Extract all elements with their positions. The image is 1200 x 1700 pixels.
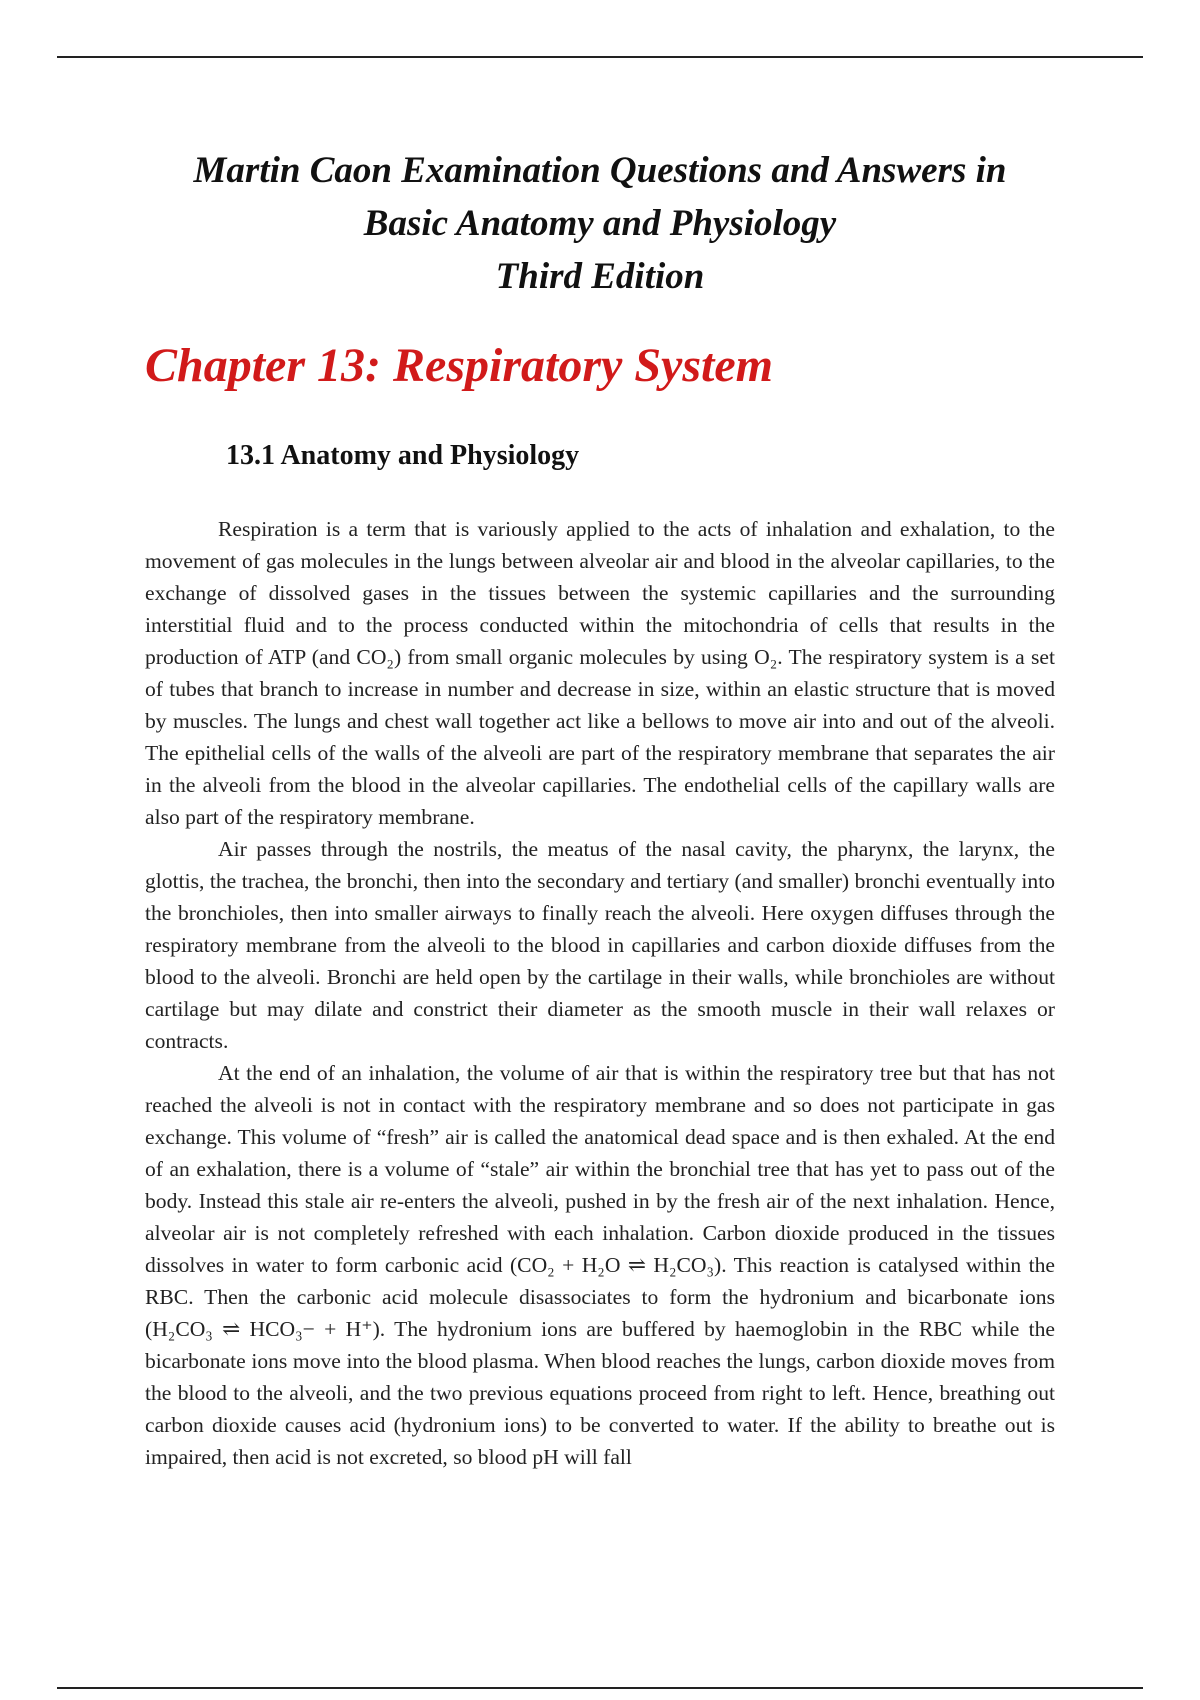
paragraph-3: At the end of an inhalation, the volume of air that is within the respiratory tree but that has not reached the alveoli is not in contact with the respiratory membrane and so does not participate in gas exchange. This volume of “fresh” air is called the anatomical dead space and is then exhaled. At the end of an exhalation, there is a volume of “stale” air within the bronchial tree that has yet to pass out of the body. Instead this stale air re-enters the alveoli, pushed in by the fresh air of the next inhalation. Hence, alveolar air is not completely refreshed with each inhalation. Carbon dioxide produced in the tissues dissolves in water to form carbonic acid (CO₂ + H₂O ⇌ H₂CO₃). This reaction is catalysed within the RBC. Then the carbonic acid molecule disassociates to form the hydronium and bicarbonate ions (H₂CO₃ ⇌ HCO₃− + H⁺). The hydronium ions are buffered by haemoglobin in the RBC while the bicarbonate ions move into the blood plasma. When blood reaches the lungs, carbon dioxide moves from the blood to the alveoli, and the two previous equations proceed from right to left. Hence, breathing out carbon dioxide causes acid (hydronium ions) to be converted to water. If the ability to breathe out is impaired, then acid is not excreted, so blood pH will fall [145,1061,1055,1469]
paragraph-2: Air passes through the nostrils, the meatus of the nasal cavity, the pharynx, the larynx, the glottis, the trachea, the bronchi, then into the secondary and tertiary (and smaller) bronchi eventually into the bronchioles, then into smaller airways to finally reach the alveoli. Here oxygen diffuses through the respiratory membrane from the alveoli to the blood in capillaries and carbon dioxide diffuses from the blood to the alveoli. Bronchi are held open by the cartilage in their walls, while bronchioles are without cartilage but may dilate and constrict their diameter as the smooth muscle in their wall relaxes or contracts. [145,837,1055,1053]
paragraph-1: Respiration is a term that is variously applied to the acts of inhalation and exhalation, to the movement of gas molecules in the lungs between alveolar air and blood in the alveolar capillaries, to the exchange of dissolved gases in the tissues between the systemic capillaries and the surrounding interstitial fluid and to the process conducted within the mitochondria of cells that results in the production of ATP (and CO₂) from small organic molecules by using O₂. The respiratory system is a set of tubes that branch to increase in number and decrease in size, within an elastic structure that is moved by muscles. The lungs and chest wall together act like a bellows to move air into and out of the alveoli. The epithelial cells of the walls of the alveoli are part of the respiratory membrane that separates the air in the alveoli from the blood in the alveolar capillaries. The endothelial cells of the capillary walls are also part of the respiratory membrane. [145,517,1055,829]
book-title-line-1: Martin Caon Examination Questions and Answers in [193,150,1007,191]
bottom-divider [57,1687,1143,1689]
book-title-line-2: Basic Anatomy and Physiology [363,203,837,244]
book-title [0,144,1200,303]
section-title: 13.1 Anatomy and Physiology [226,440,580,471]
book-title-line-3: Third Edition [495,256,705,297]
chapter-title: Chapter 13: Respiratory System [145,339,774,392]
body-text [145,513,1055,1543]
top-divider [57,56,1143,58]
